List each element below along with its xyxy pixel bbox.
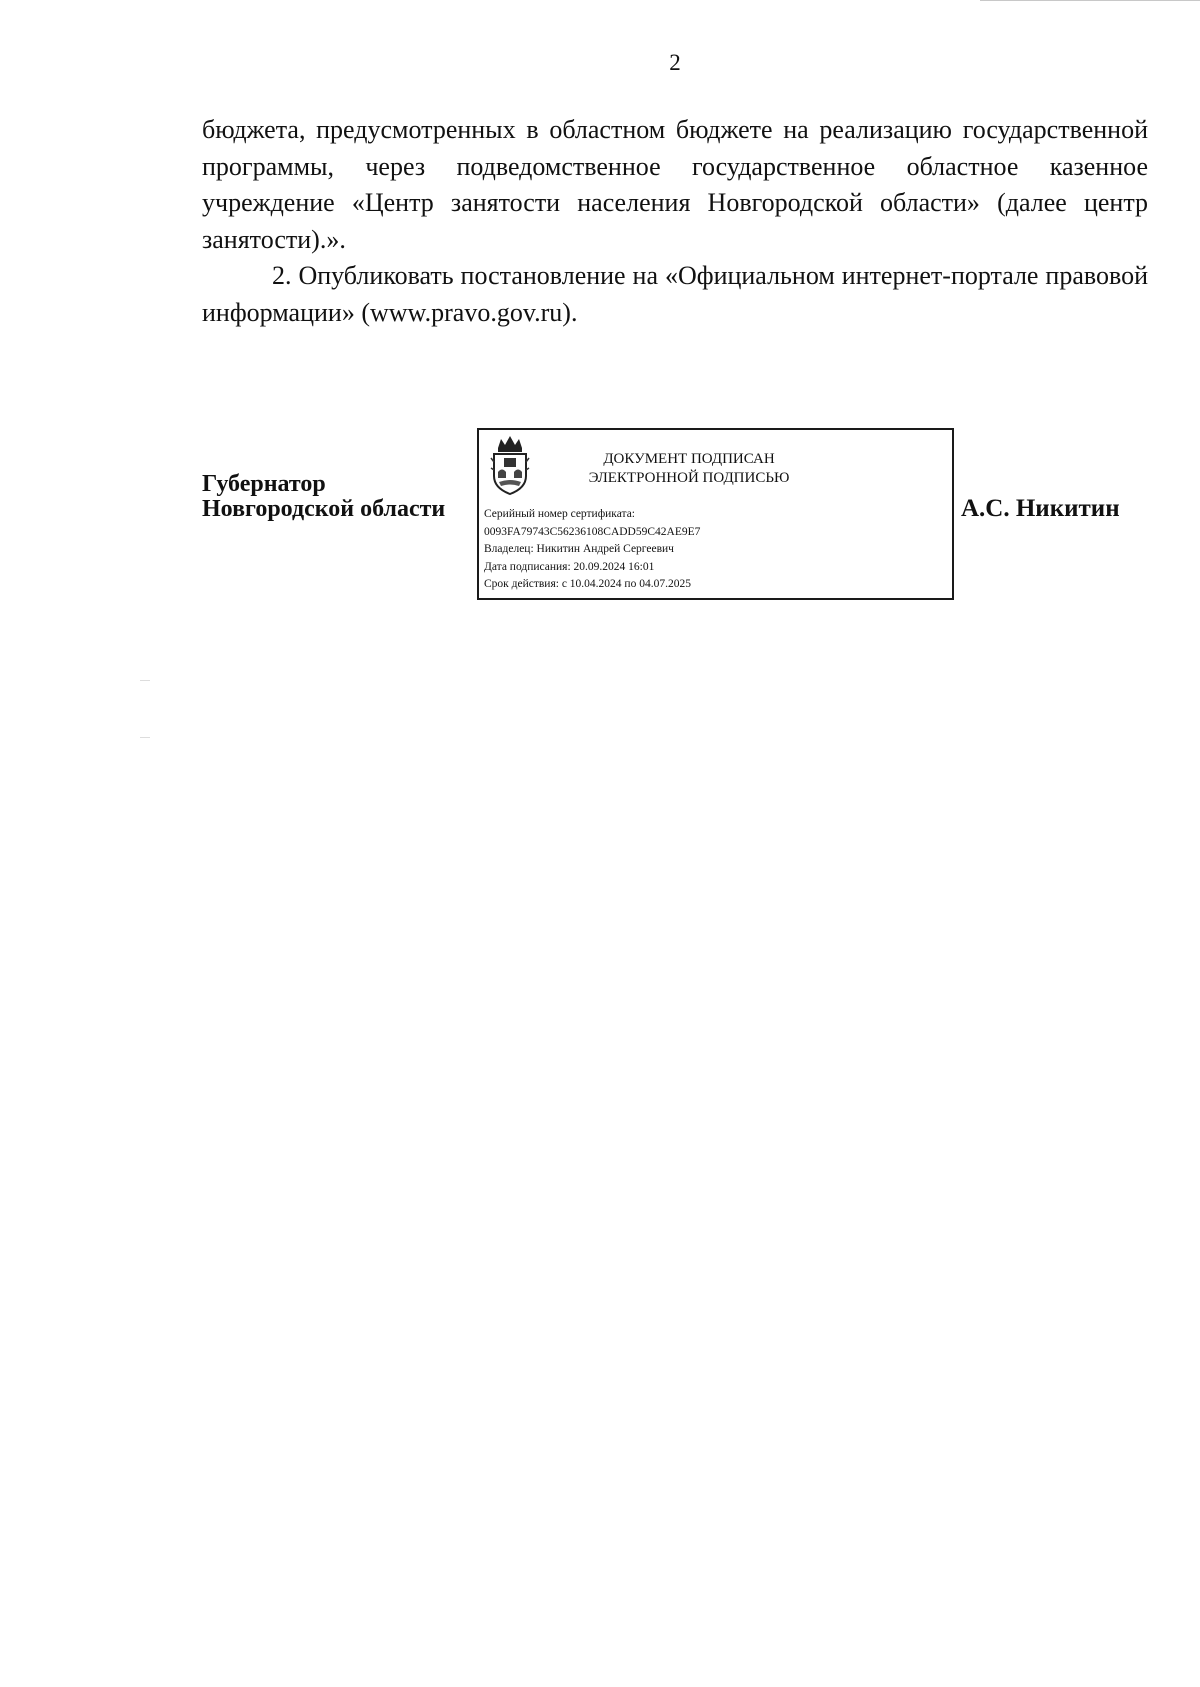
signer-position	[202, 472, 445, 522]
stamp-title-line1: ДОКУМЕНТ ПОДПИСАН	[603, 451, 775, 467]
signing-date: Дата подписания: 20.09.2024 16:01	[484, 560, 655, 573]
signer-position-line2: Новгородской области	[202, 496, 446, 522]
signer-position-line1: Губернатор	[202, 471, 326, 497]
scan-artifact	[140, 737, 150, 738]
signer-name: А.С. Никитин	[961, 495, 1120, 522]
page-number: 2	[669, 50, 681, 75]
novgorod-coat-of-arms-icon	[489, 434, 531, 496]
signature-block	[0, 0, 1200, 700]
electronic-signature-stamp	[477, 428, 954, 600]
certificate-validity: Срок действия: с 10.04.2024 по 04.07.2025	[484, 578, 691, 590]
paragraph-publish: 2. Опубликовать постановление на «Официальном интернет-портале правовой информации» (www.pravo.gov.ru).	[202, 261, 1148, 327]
stamp-title-line2: ЭЛЕКТРОННОЙ ПОДПИСЬЮ	[588, 470, 790, 486]
certificate-serial-label: Серийный номер сертификата:	[484, 508, 635, 520]
stamp-title	[539, 450, 839, 488]
certificate-owner: Владелец: Никитин Андрей Сергеевич	[484, 543, 674, 555]
certificate-serial-value: 0093FA79743C56236108CADD59C42AE9E7	[484, 525, 701, 538]
stamp-details	[484, 506, 700, 594]
paragraph-continuation: бюджета, предусмотренных в областном бюджете на реализацию государственной программы, через подведомственное государственное областное казенное учреждение «Центр занятости населения Новгородской области» (далее центр занятости).».	[202, 115, 1148, 254]
